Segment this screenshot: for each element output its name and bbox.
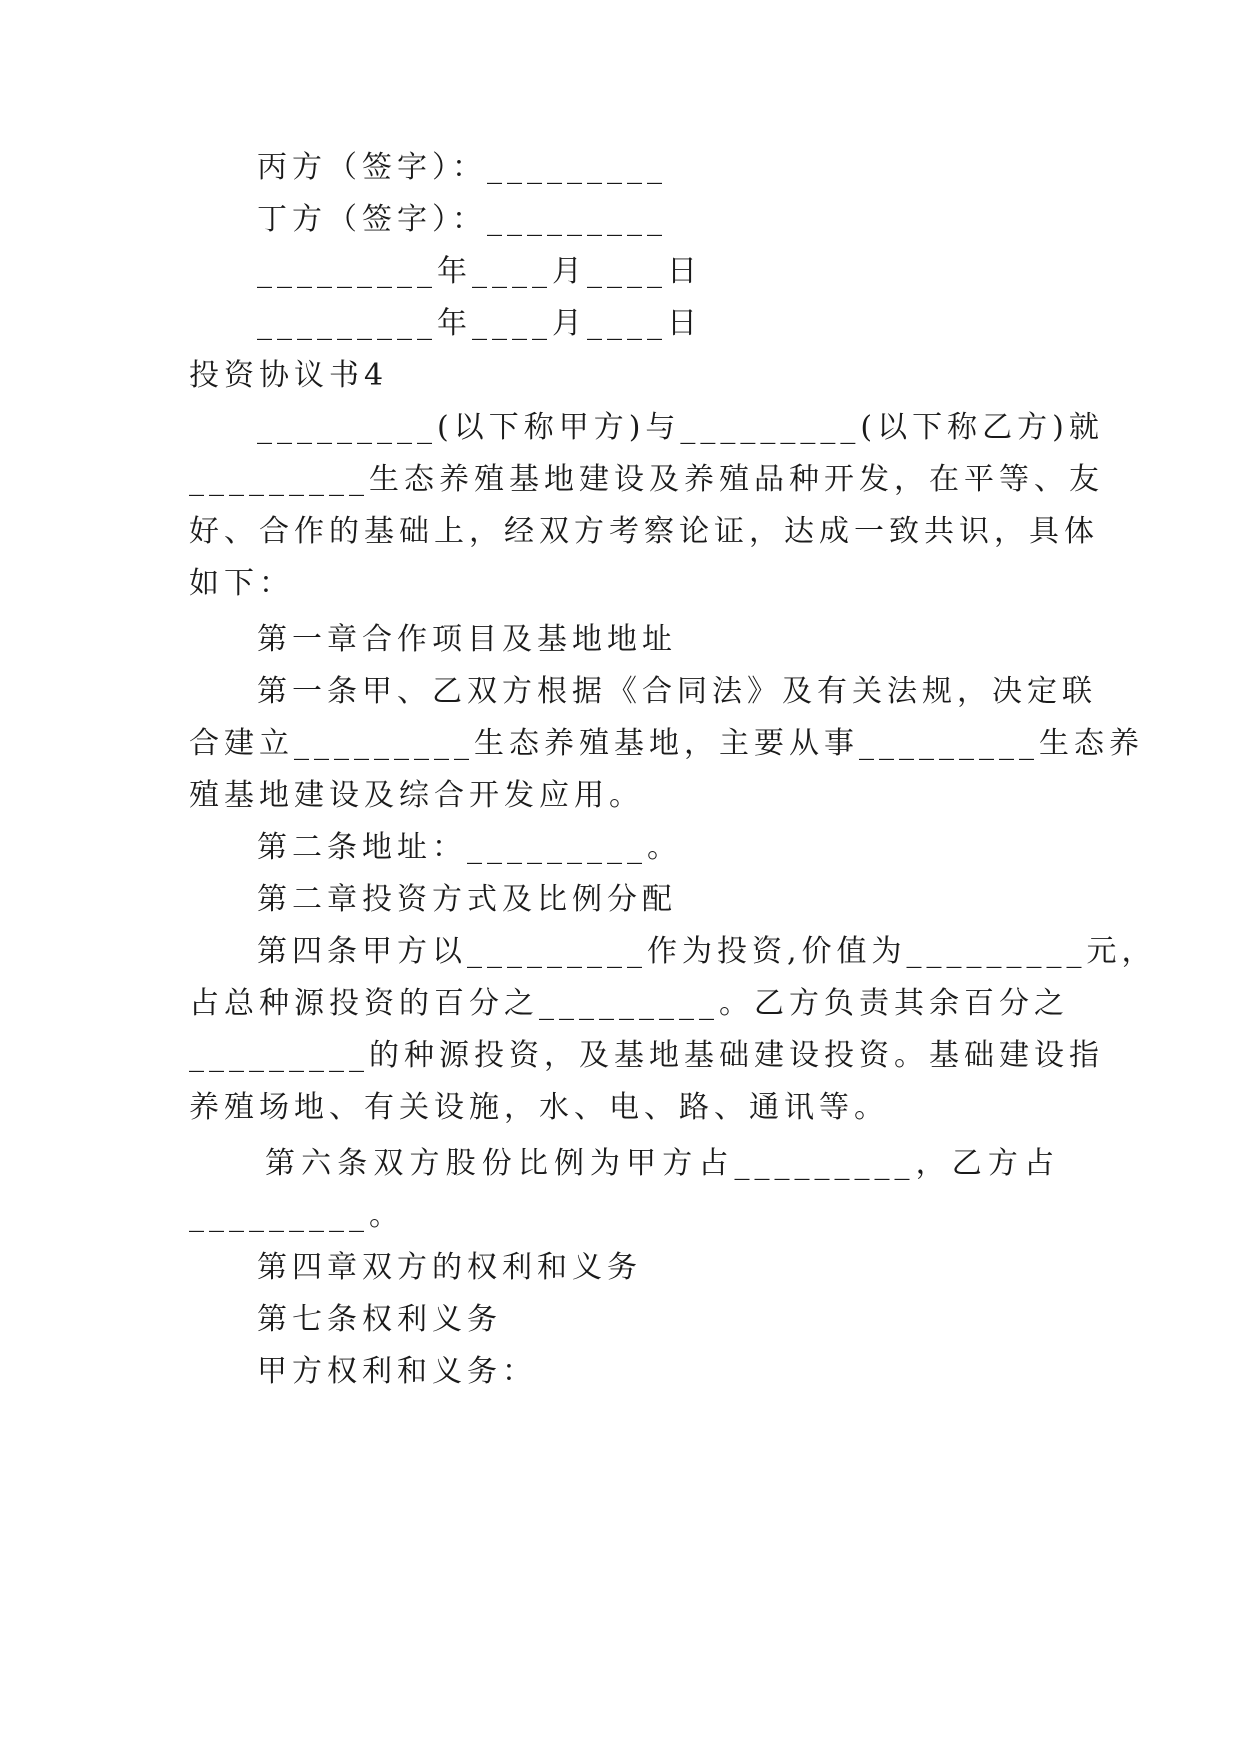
date-line: _________年____月____日: [257, 254, 702, 289]
article-line: 第七条权利义务: [257, 1302, 502, 1337]
chapter-heading: 第四章双方的权利和义务: [257, 1250, 642, 1285]
article-line: 甲方权利和义务：: [257, 1354, 537, 1389]
document-title: 投资协议书4: [189, 358, 389, 393]
paragraph-line: 好、合作的基础上，经双方考察论证，达成一致共识，具体: [189, 514, 1099, 549]
date-line: _________年____月____日: [257, 306, 702, 341]
paragraph-line: 占总种源投资的百分之_________。乙方负责其余百分之: [189, 986, 1069, 1021]
paragraph-line: 合建立_________生态养殖基地，主要从事_________生态养: [189, 726, 1144, 761]
paragraph-line: 第四条甲方以_________作为投资,价值为_________元，: [257, 934, 1157, 969]
paragraph-line: 如下：: [189, 566, 294, 601]
paragraph-line: 养殖场地、有关设施，水、电、路、通讯等。: [189, 1090, 889, 1125]
paragraph-line: _________的种源投资，及基地基础建设投资。基础建设指: [189, 1038, 1104, 1073]
signature-line-ding: 丁方（签字）：_________: [257, 202, 667, 237]
paragraph-line: 殖基地建设及综合开发应用。: [189, 778, 644, 813]
paragraph-line: _________(以下称甲方)与_________(以下称乙方)就: [257, 410, 1104, 445]
signature-line-bing: 丙方（签字）：_________: [257, 150, 667, 185]
paragraph-line: 第六条双方股份比例为甲方占_________，乙方占: [265, 1146, 1059, 1181]
paragraph-line: _________生态养殖基地建设及养殖品种开发，在平等、友: [189, 462, 1104, 497]
paragraph-line: 第一条甲、乙双方根据《合同法》及有关法规，决定联: [257, 674, 1097, 709]
paragraph-line: _________。: [189, 1198, 404, 1233]
article-line: 第二条地址：_________。: [257, 830, 682, 865]
chapter-heading: 第二章投资方式及比例分配: [257, 882, 677, 917]
chapter-heading: 第一章合作项目及基地地址: [257, 622, 677, 657]
